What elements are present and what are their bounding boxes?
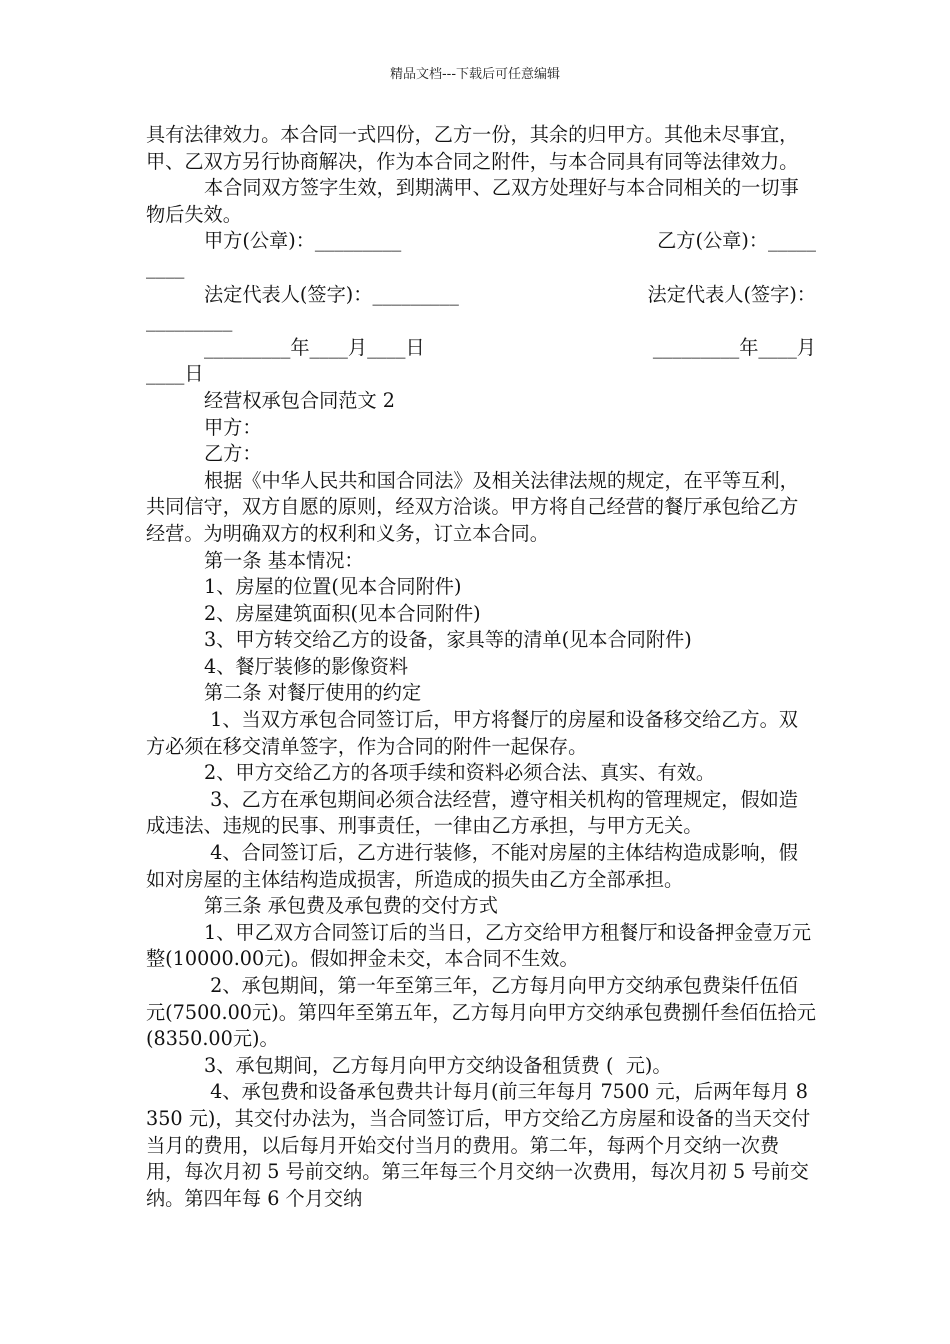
article-1-item-3: 3、甲方转交给乙方的设备，家具等的清单(见本合同附件) [204,628,692,652]
signature-row-representative [146,282,816,309]
article-3-item-3: 3、承包期间，乙方每月向甲方交纳设备租赁费 ( 元)。 [204,1053,672,1077]
document-body [146,122,816,1212]
article-2-item-3: 3、乙方在承包期间必须合法经营，遵守相关机构的管理规定，假如造成违法、违规的民事、刑事责任，一律由乙方承担，与甲方无关。 [146,787,798,838]
article-2-item-2: 2、甲方交给乙方的各项手续和资料必须合法、真实、有效。 [204,761,716,785]
article-2-item-1: 1、当双方承包合同签订后，甲方将餐厅的房屋和设备移交给乙方。双方必须在移交清单签字，作为合同的附件一起保存。 [146,708,798,758]
article-3-heading: 第三条 承包费及承包费的交付方式 [204,894,498,918]
party-b-date-line: _________年____月 [652,335,816,359]
contract-title: 经营权承包合同范文 2 [204,388,395,412]
article-1-item-1: 1、房屋的位置(见本合同附件) [204,575,462,599]
representative-line-tail: _________ [146,309,233,333]
seal-line-tail: ____ [146,255,185,279]
party-a-seal-line: 甲方(公章)：_________ [204,229,402,253]
article-3-item-4: 4、承包费和设备承包费共计每月(前三年每月 7500 元，后两年每月 8350 元)，其交付办法为，当合同签订后，甲方交给乙方房屋和设备的当天交付当月的费用，以后每月开始交付当月的费用。第二年，每两个月交纳一次费用，每次月初 5 号前交纳。第三年每三个月交纳一次费用，每次月初 5 号前交纳。第四年每 6 个月交纳 [146,1080,811,1210]
signature-row-date [146,335,816,362]
party-a-representative-line: 法定代表人(签字)：_________ [204,282,459,306]
paragraph-legal-effect: 具有法律效力。本合同一式四份，乙方一份，其余的归甲方。其他未尽事宜，甲、乙双方另行协商解决，作为本合同之附件，与本合同具有同等法律效力。 [146,123,799,173]
intro-paragraph: 根据《中华人民共和国合同法》及相关法律法规的规定，在平等互利，共同信守，双方自愿的原则，经双方洽谈。甲方将自己经营的餐厅承包给乙方经营。为明确双方的权利和义务，订立本合同。 [146,468,799,545]
date-line-tail: ____日 [146,362,204,386]
article-1-heading: 第一条 基本情况： [204,548,364,572]
party-a-date-line: _________年____月____日 [204,335,425,359]
party-b-seal-line: 乙方(公章)：_____ [657,229,816,253]
party-b-representative-line: 法定代表人(签字)： [647,282,816,306]
article-1-item-2: 2、房屋建筑面积(见本合同附件) [204,601,481,625]
page-header: 精品文档---下载后可任意编辑 [389,67,561,82]
article-3-item-2: 2、承包期间，第一年至第三年，乙方每月向甲方交纳承包费柒仟伍佰元(7500.00元)。第四年至第五年，乙方每月向甲方交纳承包费捌仟叁佰伍拾元(8350.00元)。 [146,974,816,1051]
paragraph-validity: 本合同双方签字生效，到期满甲、乙双方处理好与本合同相关的一切事物后失效。 [146,176,799,226]
article-3-item-1: 1、甲乙双方合同签订后的当日，乙方交给甲方租餐厅和设备押金壹万元整(10000.00元)。假如押金未交，本合同不生效。 [146,920,812,971]
article-2-heading: 第二条 对餐厅使用的约定 [204,681,422,705]
party-a-label: 甲方： [204,415,262,439]
article-2-item-4: 4、合同签订后，乙方进行装修，不能对房屋的主体结构造成影响，假如对房屋的主体结构造成损害，所造成的损失由乙方全部承担。 [146,841,798,891]
signature-row-seal [146,228,816,255]
party-b-label: 乙方： [204,442,262,466]
article-1-item-4: 4、餐厅装修的影像资料 [204,654,409,678]
